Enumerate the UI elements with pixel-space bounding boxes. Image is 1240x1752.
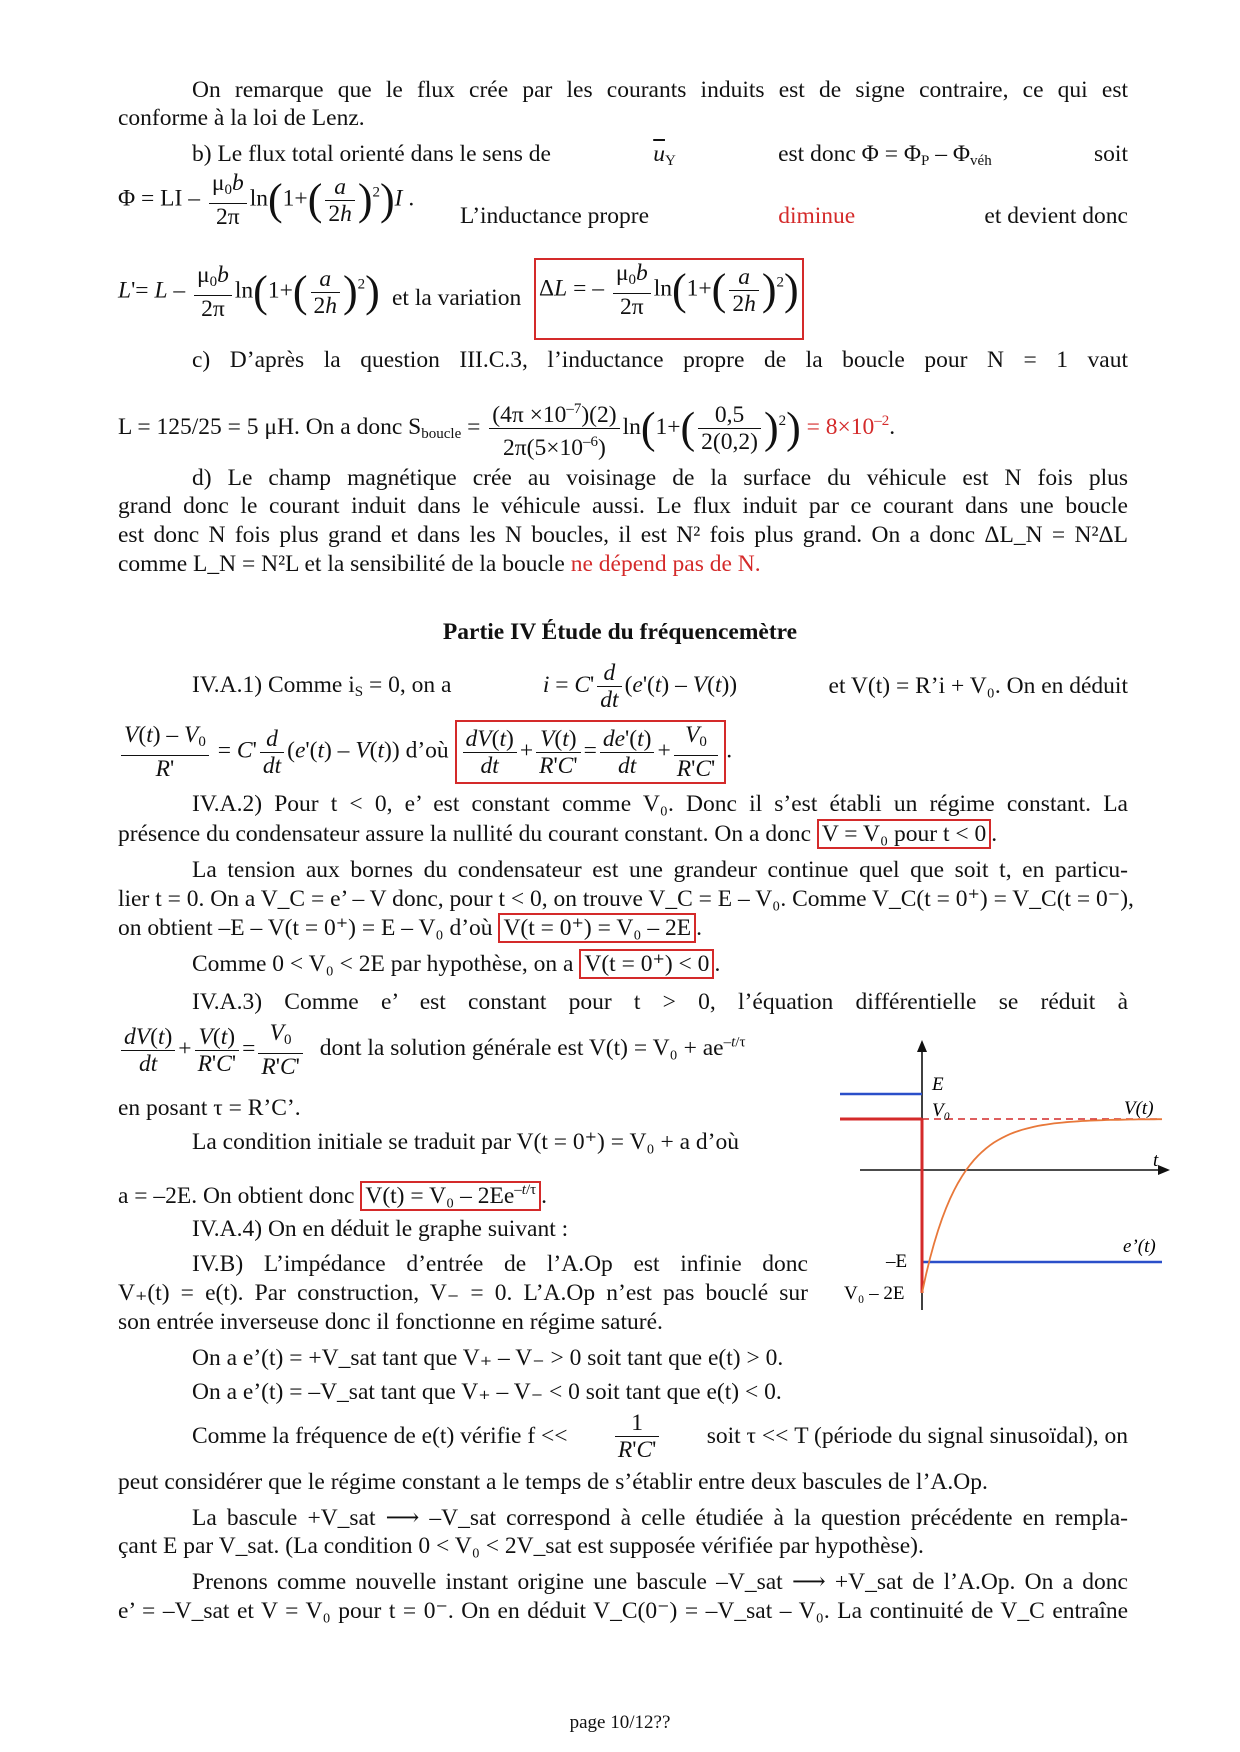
text-line: IV.A.3) Comme e’ est constant pour t > 0, l’équation différentielle se réduit à [192,989,1128,1015]
text-line: IV.A.4) On en déduit le graphe suivant : [192,1216,569,1242]
voltage-graph [840,1040,1170,1320]
text-line: çant E par V_sat. (La condition 0 < V₀ < 2V_sat est supposée vérifiée par hypothèse). [118,1533,924,1559]
text-line: comme L_N = N²L et la sensibilité de la boucle ne dépend pas de N. [118,551,761,577]
text-line: grand donc le courant induit dans le véhicule aussi. Le flux induit par ce courant dans une boucle [118,493,1128,519]
page-number: page 10/12?? [569,1712,671,1733]
text-line: La bascule +V_sat ⟶ –V_sat correspond à celle étudiée à la question précédente en rempla- [192,1505,1128,1531]
text-line: conforme à la loi de Lenz. [118,105,365,131]
text-line: on obtient –E – V(t = 0⁺) = E – V₀ d’où V(t = 0⁺) = V₀ – 2E . [118,915,702,941]
text-line: a = –2E. On obtient donc $V(t) = V_0 - 2Ee^{-t/\tau}$ . [118,1182,548,1209]
inductance-line: L’inductance propre diminue et devient donc [460,203,1128,229]
y-axis-arrow [917,1040,927,1052]
text-line: en posant τ = R’C’. [118,1095,301,1121]
label-vt: V(t) [1124,1098,1154,1119]
text-line: est donc N fois plus grand et dans les N boucles, il est N² fois plus grand. On a donc ΔL_N = N²ΔL [118,522,1128,548]
text-line: c) D’après la question III.C.3, l’inductance propre de la boucle pour N = 1 vaut [192,347,1128,373]
text-line: peut considérer que le régime constant a le temps de s’établir entre deux bascules de l’A.Op. [118,1469,988,1495]
c-result-line: L = 125/25 = 5 μH. On a donc $S_{boucle}$ = $\frac{(4\pi \times 10^{-7})(2)}{2\pi(5\times 10^{-6})}$ ln(1+( $\frac{0,5}{2(0,2)}$ )$^2) = 8\times 10^{-2}$. [118,396,895,461]
text-line: Prenons comme nouvelle instant origine une bascule –V_sat ⟶ +V_sat de l’A.Op. On a donc [192,1569,1128,1595]
boxed-result: V(t = 0⁺) < 0 [579,949,714,979]
delta-l-boxed: ΔL = – $\frac{\mu_0b}{2\pi}$ ln(1+( $\frac{a}{2h}$ )$^2$) [534,258,804,340]
flux-expression: est donc $\Phi = \Phi_P - \Phi_{véh}$ [778,141,992,169]
text-line: Comme 0 < V₀ < 2E par hypothèse, on a V(t = 0⁺) < 0 . [192,951,721,977]
diff-eq-boxed: $\frac{dV(t)}{dt}$ + $\frac{V(t)}{R'C'}$ = $\frac{de'(t)}{dt}$ + $\frac{V_0}{R'C'}$ [455,720,727,784]
text-line: présence du condensateur assure la nullité du courant constant. On a donc V = V₀ pour t < 0 . [118,821,998,847]
iva1-line: IV.A.1) Comme $i_S = 0$, on a i = C' $\frac{d}{dt}$ (e'(t) – V(t)) et V(t) = R’i + V₀. On en déduit [192,660,1128,713]
iva3-formula: $\frac{dV(t)}{dt}$ + $\frac{V(t)}{R'C'}$ = $\frac{V_0}{R'C'}$ dont la solution générale est $V(t) = V_0 + ae^{-t/\tau}$ [118,1020,745,1080]
text-line: On a e’(t) = +V_sat tant que V₊ – V₋ > 0 soit tant que e(t) > 0. [192,1345,784,1371]
text-line: IV.A.2) Pour t < 0, e’ est constant comme V₀. Donc il s’est établi un régime constant. La [192,791,1128,817]
frequency-line: Comme la fréquence de e(t) vérifie f << $\frac{1}{R'C'}$ soit τ << T (période du signal sinusoïdal), on [192,1410,1128,1463]
text-line: La condition initiale se traduit par V(t = 0⁺) = V₀ + a d’où [192,1129,739,1155]
iva1-formula: $\frac{V(t) - V_0}{R'}$ = C' $\frac{d}{dt}$ (e'(t) – V(t)) d’où $\frac{dV(t)}{dt}$ + $\frac{V(t)}{R'C'}$ = $\frac{de'(t)}{dt}$ + $\frac{V_0}{R'C'}$ . [118,720,732,784]
v-curve [922,1119,1162,1293]
c-result-value: = $8\times 10^{-2}$ [806,412,890,440]
boxed-result: V(t = 0⁺) = V₀ – 2E [498,913,696,943]
text: b) Le flux total orienté dans le sens de [192,141,551,167]
text-line: e’ = –V_sat et V = V₀ pour t = 0⁻. On en déduit V_C(0⁻) = –V_sat – V₀. La continuité de V_C entraîne [118,1598,1128,1624]
diminue-highlight: diminue [778,203,856,229]
label-v0: V₀ [932,1100,951,1121]
x-axis-arrow [1158,1165,1170,1175]
text-line: IV.B) L’impédance d’entrée de l’A.Op est infinie donc [192,1251,808,1277]
label-e: E [932,1074,944,1095]
boxed-result: V = V₀ pour t < 0 [817,819,991,849]
phi-formula: Φ = LI – $\frac{\mu_0b}{2\pi}$ ln(1+( $\frac{a}{2h}$ )$^2$)I . [118,170,415,230]
section-title: Partie IV Étude du fréquencemètre [442,619,798,645]
text-line: d) Le champ magnétique crée au voisinage de la surface du véhicule est N fois plus [192,465,1128,491]
text: et la variation [392,285,522,311]
vector-uy: $\overline{u}_Y$ [653,141,676,169]
boxed-result: $V(t) = V_0 - 2Ee^{-t/\tau}$ [360,1181,541,1211]
text-line: On a e’(t) = –V_sat tant que V₊ – V₋ < 0 soit tant que e(t) < 0. [192,1379,782,1405]
text-line: On remarque que le flux crée par les courants induits est de signe contraire, ce qui est [192,77,1128,103]
label-t: t [1153,1150,1159,1171]
label-et: e’(t) [1123,1236,1156,1257]
text-line: La tension aux bornes du condensateur est une grandeur continue quel que soit t, en particu- [192,857,1128,883]
text-line: son entrée inverseuse donc il fonctionne en régime saturé. [118,1309,663,1335]
l-prime-formula: L'= L – $\frac{\mu_0b}{2\pi}$ ln(1+( $\frac{a}{2h}$ )$^2$) [118,262,380,322]
red-highlight: ne dépend pas de N. [570,551,761,577]
text-line: lier t = 0. On a V_C = e’ – V donc, pour t < 0, on trouve V_C = E – V₀. Comme V_C(t = 0⁺) = V_C(t = 0⁻), [118,886,1134,912]
text-line: V₊(t) = e(t). Par construction, V₋ = 0. L’A.Op n’est pas bouclé sur [118,1280,808,1306]
text: soit [1094,141,1128,167]
label-v0-2e: V₀ – 2E [844,1283,905,1304]
label-minus-e: –E [886,1251,908,1272]
